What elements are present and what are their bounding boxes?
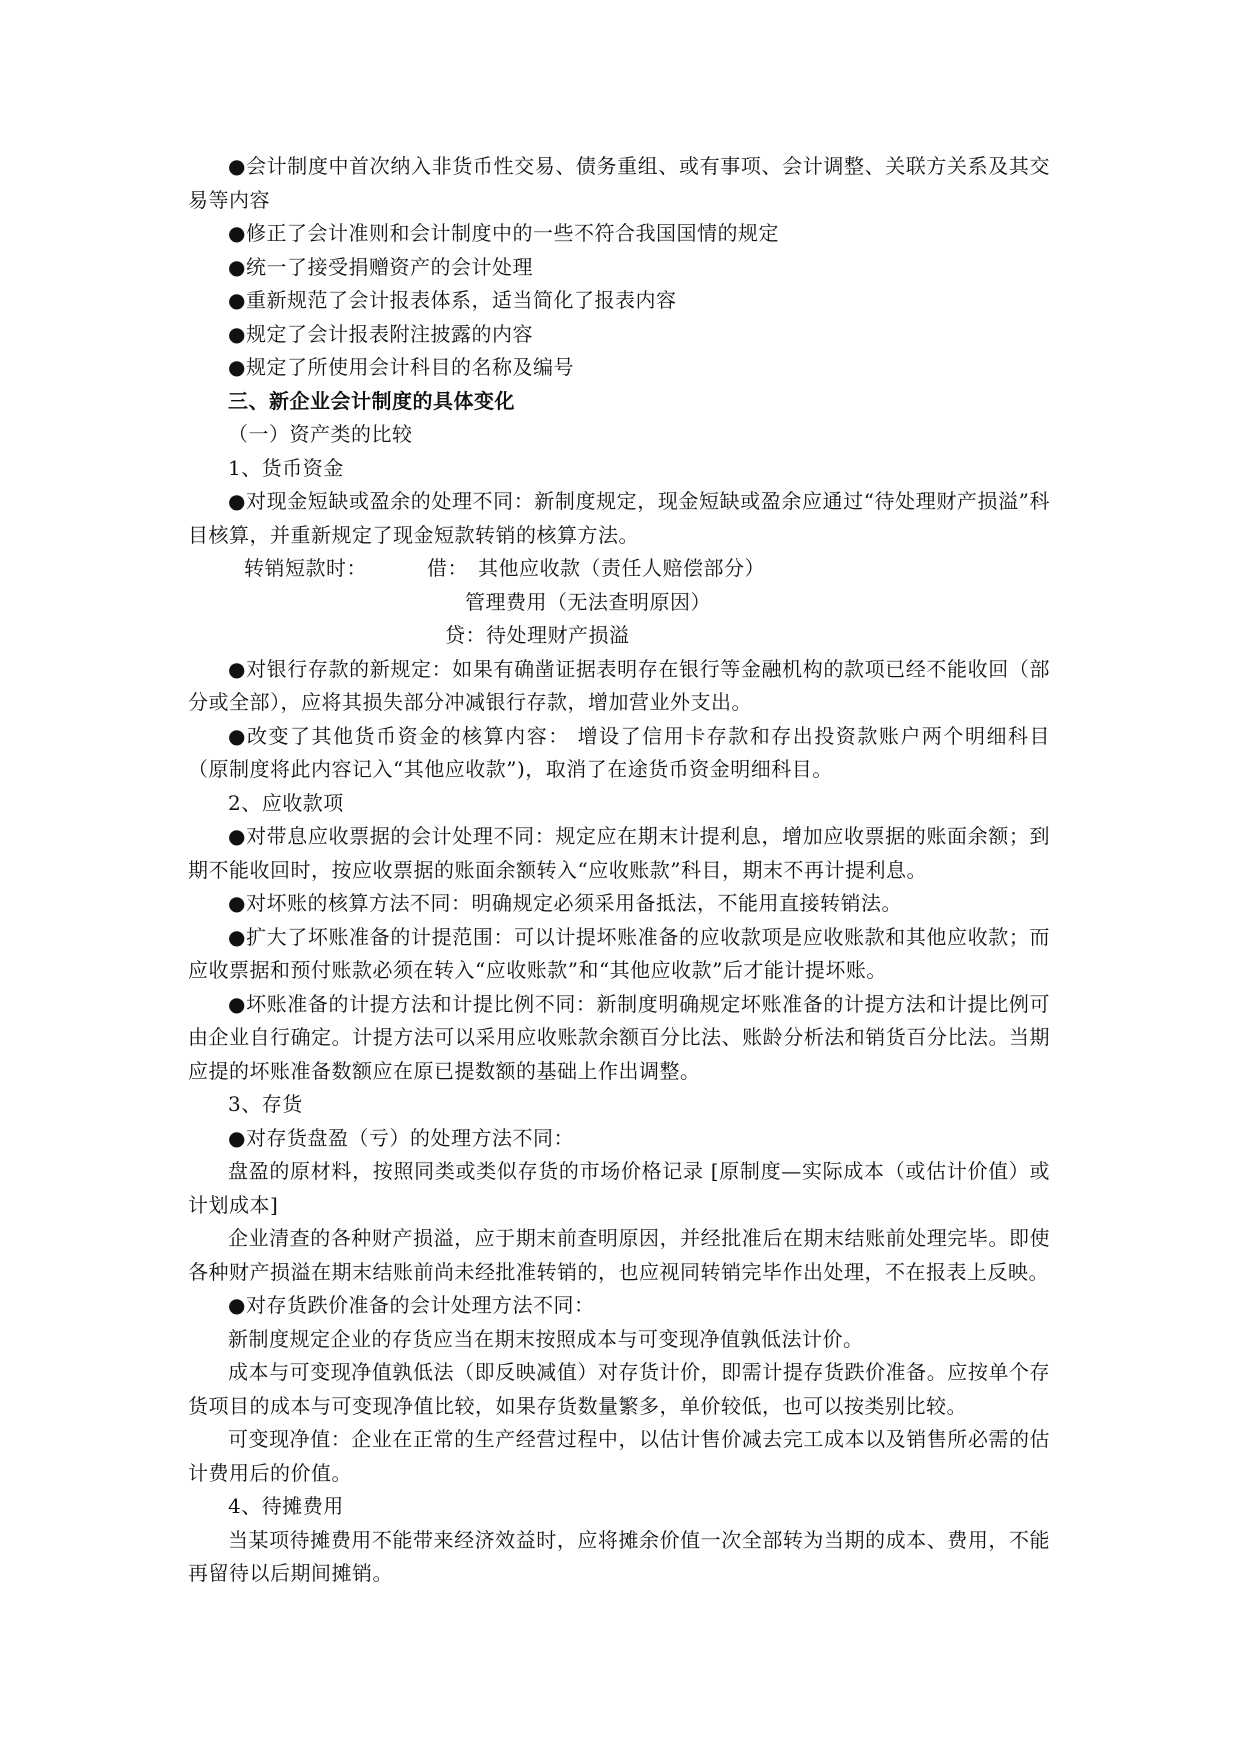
bullet-paragraph: ●对存货盘盈（亏）的处理方法不同： [228, 1125, 574, 1150]
debit-word: 借： [427, 556, 468, 580]
journal-entry-debit-line-2 [188, 586, 1050, 620]
body-paragraph: 盘盈的原材料，按照同类或类似存货的市场价格记录 [原制度—实际成本（或估计价值）或计划成本] [188, 1159, 1050, 1217]
bullet-paragraph: ●扩大了坏账准备的计提范围：可以计提坏账准备的应收款项是应收账款和其他应收款；而应收票据和预付账款必须在转入“应收账款”和“其他应收款”后才能计提坏账。 [188, 924, 1050, 982]
item-heading: 3、存货 [228, 1092, 303, 1116]
bullet-paragraph: ●对带息应收票据的会计处理不同：规定应在期末计提利息，增加应收票据的账面余额；到期不能收回时，按应收票据的账面余额转入“应收账款”科目，期末不再计提利息。 [188, 824, 1050, 882]
body-paragraph: 成本与可变现净值孰低法（即反映减值）对存货计价，即需计提存货跌价准备。应按单个存货项目的成本与可变现净值比较，如果存货数量繁多，单价较低，也可以按类别比较。 [188, 1360, 1050, 1418]
bullet-paragraph: ●对坏账的核算方法不同：明确规定必须采用备抵法，不能用直接转销法。 [228, 891, 902, 915]
debit-account-2: 管理费用（无法查明原因） [465, 589, 711, 614]
journal-entry-debit-line [188, 552, 1050, 586]
journal-entry-credit-line [188, 619, 1050, 653]
body-paragraph: 新制度规定企业的存货应当在期末按照成本与可变现净值孰低法计价。 [228, 1326, 864, 1351]
subsection-heading: （一）资产类的比较 [228, 422, 413, 446]
bullet-paragraph: ●重新规范了会计报表体系，适当简化了报表内容 [228, 288, 677, 312]
section-heading: 三、新企业会计制度的具体变化 [228, 388, 515, 413]
bullet-paragraph: ●改变了其他货币资金的核算内容： 增设了信用卡存款和存出投资款账户两个明细科目（原制度将此内容记入“其他应收款”)，取消了在途货币资金明细科目。 [188, 723, 1050, 781]
bullet-paragraph: ●对银行存款的新规定：如果有确凿证据表明存在银行等金融机构的款项已经不能收回（部分或全部），应将其损失部分冲减银行存款，增加营业外支出。 [188, 656, 1050, 714]
bullet-paragraph: ●修正了会计准则和会计制度中的一些不符合我国国情的规定 [228, 221, 779, 245]
bullet-paragraph: ●会计制度中首次纳入非货币性交易、债务重组、或有事项、会计调整、关联方关系及其交易等内容 [188, 154, 1050, 212]
item-heading: 1、货币资金 [228, 455, 344, 480]
body-paragraph: 企业清查的各种财产损溢，应于期末前查明原因，并经批准后在期末结账前处理完毕。即使各种财产损溢在期末结账前尚未经批准转销的，也应视同转销完毕作出处理，不在报表上反映。 [188, 1226, 1050, 1284]
bullet-paragraph: ●规定了会计报表附注披露的内容 [228, 321, 533, 346]
body-paragraph: 当某项待摊费用不能带来经济效益时，应将摊余价值一次全部转为当期的成本、费用，不能再留待以后期间摊销。 [188, 1527, 1050, 1585]
bullet-paragraph: ●坏账准备的计提方法和计提比例不同：新制度明确规定坏账准备的计提方法和计提比例可由企业自行确定。计提方法可以采用应收账款余额百分比法、账龄分析法和销货百分比法。当期应提的坏账准备数额应在原已提数额的基础上作出调整。 [188, 991, 1050, 1083]
document-body [188, 150, 1050, 1591]
body-paragraph: 可变现净值：企业在正常的生产经营过程中，以估计售价减去完工成本以及销售所必需的估计费用后的价值。 [188, 1427, 1050, 1485]
item-heading: 4、待摊费用 [228, 1494, 344, 1518]
credit-account: 贷：待处理财产损溢 [445, 623, 630, 647]
debit-account-1: 其他应收款（责任人赔偿部分） [478, 556, 765, 580]
bullet-paragraph: ●规定了所使用会计科目的名称及编号 [228, 355, 574, 379]
journal-entry-label: 转销短款时： [244, 556, 367, 580]
item-heading: 2、应收款项 [228, 790, 344, 815]
bullet-paragraph: ●对存货跌价准备的会计处理方法不同： [228, 1293, 595, 1317]
bullet-paragraph: ●对现金短缺或盈余的处理不同：新制度规定，现金短缺或盈余应通过“待处理财产损溢”科目核算，并重新规定了现金短款转销的核算方法。 [188, 489, 1050, 547]
bullet-paragraph: ●统一了接受捐赠资产的会计处理 [228, 254, 533, 279]
